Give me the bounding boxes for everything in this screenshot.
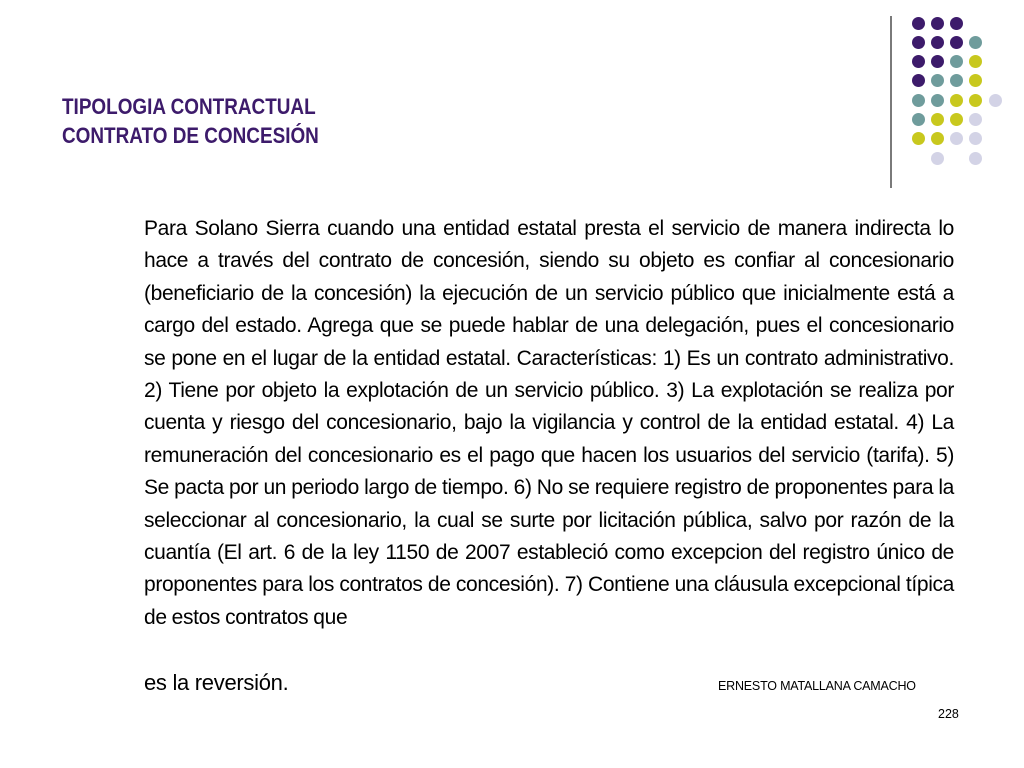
decorative-dot — [969, 113, 982, 126]
decorative-dot — [950, 132, 963, 145]
title-line-1: TIPOLOGIA CONTRACTUAL — [62, 94, 316, 119]
decorative-dot — [969, 74, 982, 87]
decorative-dot — [931, 55, 944, 68]
body-ending: es la reversión. — [144, 670, 289, 695]
decorative-dot — [931, 36, 944, 49]
decorative-dot — [931, 132, 944, 145]
decorative-dot — [969, 152, 982, 165]
decorative-dot — [931, 94, 944, 107]
decorative-dot — [912, 94, 925, 107]
decorative-dot — [989, 94, 1002, 107]
decorative-dot — [969, 55, 982, 68]
decorative-dot — [912, 36, 925, 49]
decorative-dot — [912, 113, 925, 126]
decorative-dot — [931, 74, 944, 87]
decorative-dot — [950, 74, 963, 87]
decorative-dot — [950, 113, 963, 126]
decorative-dot — [969, 94, 982, 107]
decorative-dot — [950, 94, 963, 107]
decorative-dot — [931, 152, 944, 165]
decorative-dot — [912, 55, 925, 68]
decorative-dot-grid — [0, 0, 1024, 200]
body-paragraph: Para Solano Sierra cuando una entidad estatal presta el servicio de manera indirecta lo hace a través del contrato de concesión, siendo su objeto es confiar al concesionario (beneficiario de la concesión) la ejecución de un servicio público que inicialmente está a cargo del estado. Agrega que se puede hablar de una delegación, pues el concesionario se pone en el lugar de la entidad estatal. Características: 1) Es un contrato administrativo. 2) Tiene por objeto la explotación de un servicio público. 3) La explotación se realiza por cuenta y riesgo del concesionario, bajo la vigilancia y control de la entidad estatal. 4) La remuneración del concesionario es el pago que hacen los usuarios del servicio (tarifa). 5) Se pacta por un periodo largo de tiempo. 6) No se requiere registro de proponentes para la seleccionar al concesionario, la cual se surte por licitación pública, salvo por razón de la cuantía (El art. 6 de la ley 1150 de 2007 estableció como excepcion del registro único de proponentes para los contratos de concesión). 7) Contiene una cláusula excepcional típica de estos contratos que — [144, 217, 954, 629]
decorative-dot — [912, 132, 925, 145]
decorative-dot — [931, 113, 944, 126]
decorative-dot — [950, 17, 963, 30]
author-name: ERNESTO MATALLANA CAMACHO — [718, 679, 916, 693]
decorative-dot — [969, 36, 982, 49]
decorative-dot — [912, 74, 925, 87]
decorative-dot — [950, 36, 963, 49]
decorative-dot — [912, 17, 925, 30]
decorative-dot — [969, 132, 982, 145]
decorative-dot — [950, 55, 963, 68]
page-number: 228 — [938, 707, 959, 721]
title-line-2: CONTRATO DE CONCESIÓN — [62, 123, 319, 148]
decorative-dot — [931, 17, 944, 30]
